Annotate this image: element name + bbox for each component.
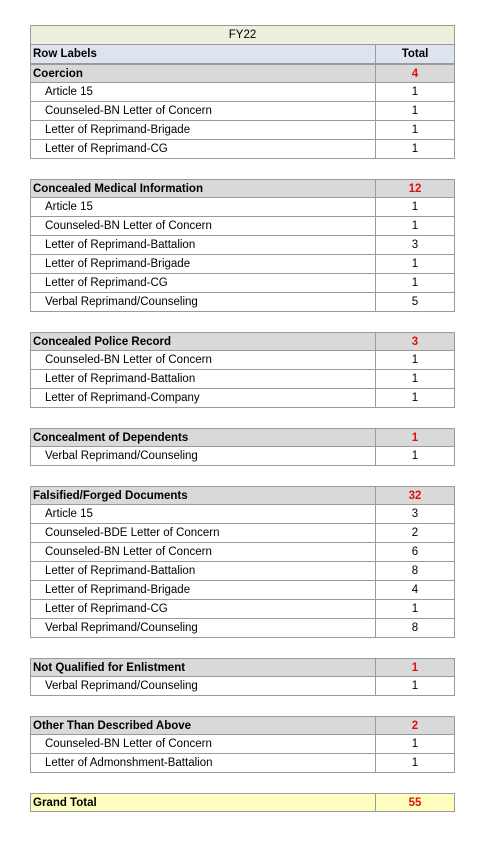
- group-total: 4: [375, 64, 455, 83]
- group-total: 32: [375, 486, 455, 505]
- group-label: Other Than Described Above: [30, 716, 375, 735]
- group-row: [30, 428, 455, 447]
- item-row: [30, 102, 455, 121]
- group-total: 1: [375, 658, 455, 677]
- item-value: 8: [375, 619, 455, 638]
- item-row: [30, 581, 455, 600]
- item-value: 1: [375, 447, 455, 466]
- item-label: Article 15: [30, 505, 375, 524]
- item-label: Verbal Reprimand/Counseling: [30, 619, 375, 638]
- header-row: [30, 45, 455, 64]
- item-row: [30, 505, 455, 524]
- item-value: 1: [375, 389, 455, 408]
- item-row: [30, 351, 455, 370]
- item-label: Article 15: [30, 83, 375, 102]
- item-value: 1: [375, 83, 455, 102]
- item-value: 1: [375, 351, 455, 370]
- item-row: [30, 83, 455, 102]
- item-label: Counseled-BN Letter of Concern: [30, 735, 375, 754]
- group-label: Concealment of Dependents: [30, 428, 375, 447]
- group-block: [30, 716, 455, 773]
- item-label: Letter of Reprimand-Battalion: [30, 236, 375, 255]
- item-row: [30, 562, 455, 581]
- item-label: Counseled-BN Letter of Concern: [30, 217, 375, 236]
- item-row: [30, 217, 455, 236]
- item-label: Counseled-BN Letter of Concern: [30, 102, 375, 121]
- pivot-groups: [30, 64, 455, 773]
- item-value: 1: [375, 370, 455, 389]
- item-value: 1: [375, 274, 455, 293]
- group-block: [30, 486, 455, 638]
- item-value: 3: [375, 505, 455, 524]
- item-row: [30, 524, 455, 543]
- item-label: Counseled-BDE Letter of Concern: [30, 524, 375, 543]
- group-label: Falsified/Forged Documents: [30, 486, 375, 505]
- group-block: [30, 179, 455, 312]
- item-label: Letter of Reprimand-Brigade: [30, 255, 375, 274]
- group-total: 12: [375, 179, 455, 198]
- item-row: [30, 389, 455, 408]
- group-row: [30, 179, 455, 198]
- item-row: [30, 140, 455, 159]
- item-value: 1: [375, 255, 455, 274]
- item-label: Counseled-BN Letter of Concern: [30, 543, 375, 562]
- item-row: [30, 600, 455, 619]
- item-label: Letter of Reprimand-Brigade: [30, 121, 375, 140]
- item-row: [30, 447, 455, 466]
- group-total: 2: [375, 716, 455, 735]
- item-value: 3: [375, 236, 455, 255]
- item-row: [30, 619, 455, 638]
- item-value: 6: [375, 543, 455, 562]
- item-value: 8: [375, 562, 455, 581]
- item-value: 1: [375, 754, 455, 773]
- item-label: Letter of Reprimand-CG: [30, 140, 375, 159]
- group-spacer: [30, 312, 455, 332]
- group-block: [30, 64, 455, 159]
- item-value: 1: [375, 735, 455, 754]
- group-row: [30, 332, 455, 351]
- group-row: [30, 64, 455, 83]
- group-total: 1: [375, 428, 455, 447]
- item-label: Letter of Reprimand-CG: [30, 600, 375, 619]
- total-header: Total: [375, 45, 455, 64]
- group-label: Concealed Police Record: [30, 332, 375, 351]
- group-label: Concealed Medical Information: [30, 179, 375, 198]
- item-row: [30, 293, 455, 312]
- group-spacer: [30, 466, 455, 486]
- pivot-title: FY22: [30, 25, 455, 45]
- group-spacer: [30, 408, 455, 428]
- item-value: 1: [375, 121, 455, 140]
- row-labels-header: Row Labels: [30, 45, 375, 64]
- item-value: 2: [375, 524, 455, 543]
- item-label: Letter of Reprimand-Battalion: [30, 370, 375, 389]
- item-label: Letter of Reprimand-Company: [30, 389, 375, 408]
- item-row: [30, 236, 455, 255]
- item-label: Letter of Reprimand-Battalion: [30, 562, 375, 581]
- grand-total-value: 55: [375, 793, 455, 812]
- item-row: [30, 370, 455, 389]
- pivot-table: [30, 25, 455, 812]
- item-value: 1: [375, 677, 455, 696]
- item-label: Verbal Reprimand/Counseling: [30, 677, 375, 696]
- grand-total-row: [30, 793, 455, 812]
- item-row: [30, 198, 455, 217]
- group-spacer: [30, 638, 455, 658]
- group-row: [30, 658, 455, 677]
- item-row: [30, 543, 455, 562]
- item-row: [30, 677, 455, 696]
- group-spacer: [30, 773, 455, 793]
- item-label: Article 15: [30, 198, 375, 217]
- group-label: Not Qualified for Enlistment: [30, 658, 375, 677]
- item-row: [30, 121, 455, 140]
- item-label: Verbal Reprimand/Counseling: [30, 293, 375, 312]
- item-row: [30, 255, 455, 274]
- group-block: [30, 332, 455, 408]
- item-row: [30, 274, 455, 293]
- group-row: [30, 486, 455, 505]
- grand-total-label: Grand Total: [30, 793, 375, 812]
- item-value: 1: [375, 217, 455, 236]
- item-label: Letter of Reprimand-CG: [30, 274, 375, 293]
- item-value: 1: [375, 102, 455, 121]
- group-label: Coercion: [30, 64, 375, 83]
- item-label: Letter of Admonshment-Battalion: [30, 754, 375, 773]
- item-row: [30, 735, 455, 754]
- group-spacer: [30, 159, 455, 179]
- group-row: [30, 716, 455, 735]
- item-label: Counseled-BN Letter of Concern: [30, 351, 375, 370]
- group-total: 3: [375, 332, 455, 351]
- group-block: [30, 658, 455, 696]
- group-block: [30, 428, 455, 466]
- item-value: 4: [375, 581, 455, 600]
- group-spacer: [30, 696, 455, 716]
- item-label: Verbal Reprimand/Counseling: [30, 447, 375, 466]
- item-row: [30, 754, 455, 773]
- item-value: 1: [375, 140, 455, 159]
- item-value: 1: [375, 600, 455, 619]
- item-value: 5: [375, 293, 455, 312]
- item-label: Letter of Reprimand-Brigade: [30, 581, 375, 600]
- item-value: 1: [375, 198, 455, 217]
